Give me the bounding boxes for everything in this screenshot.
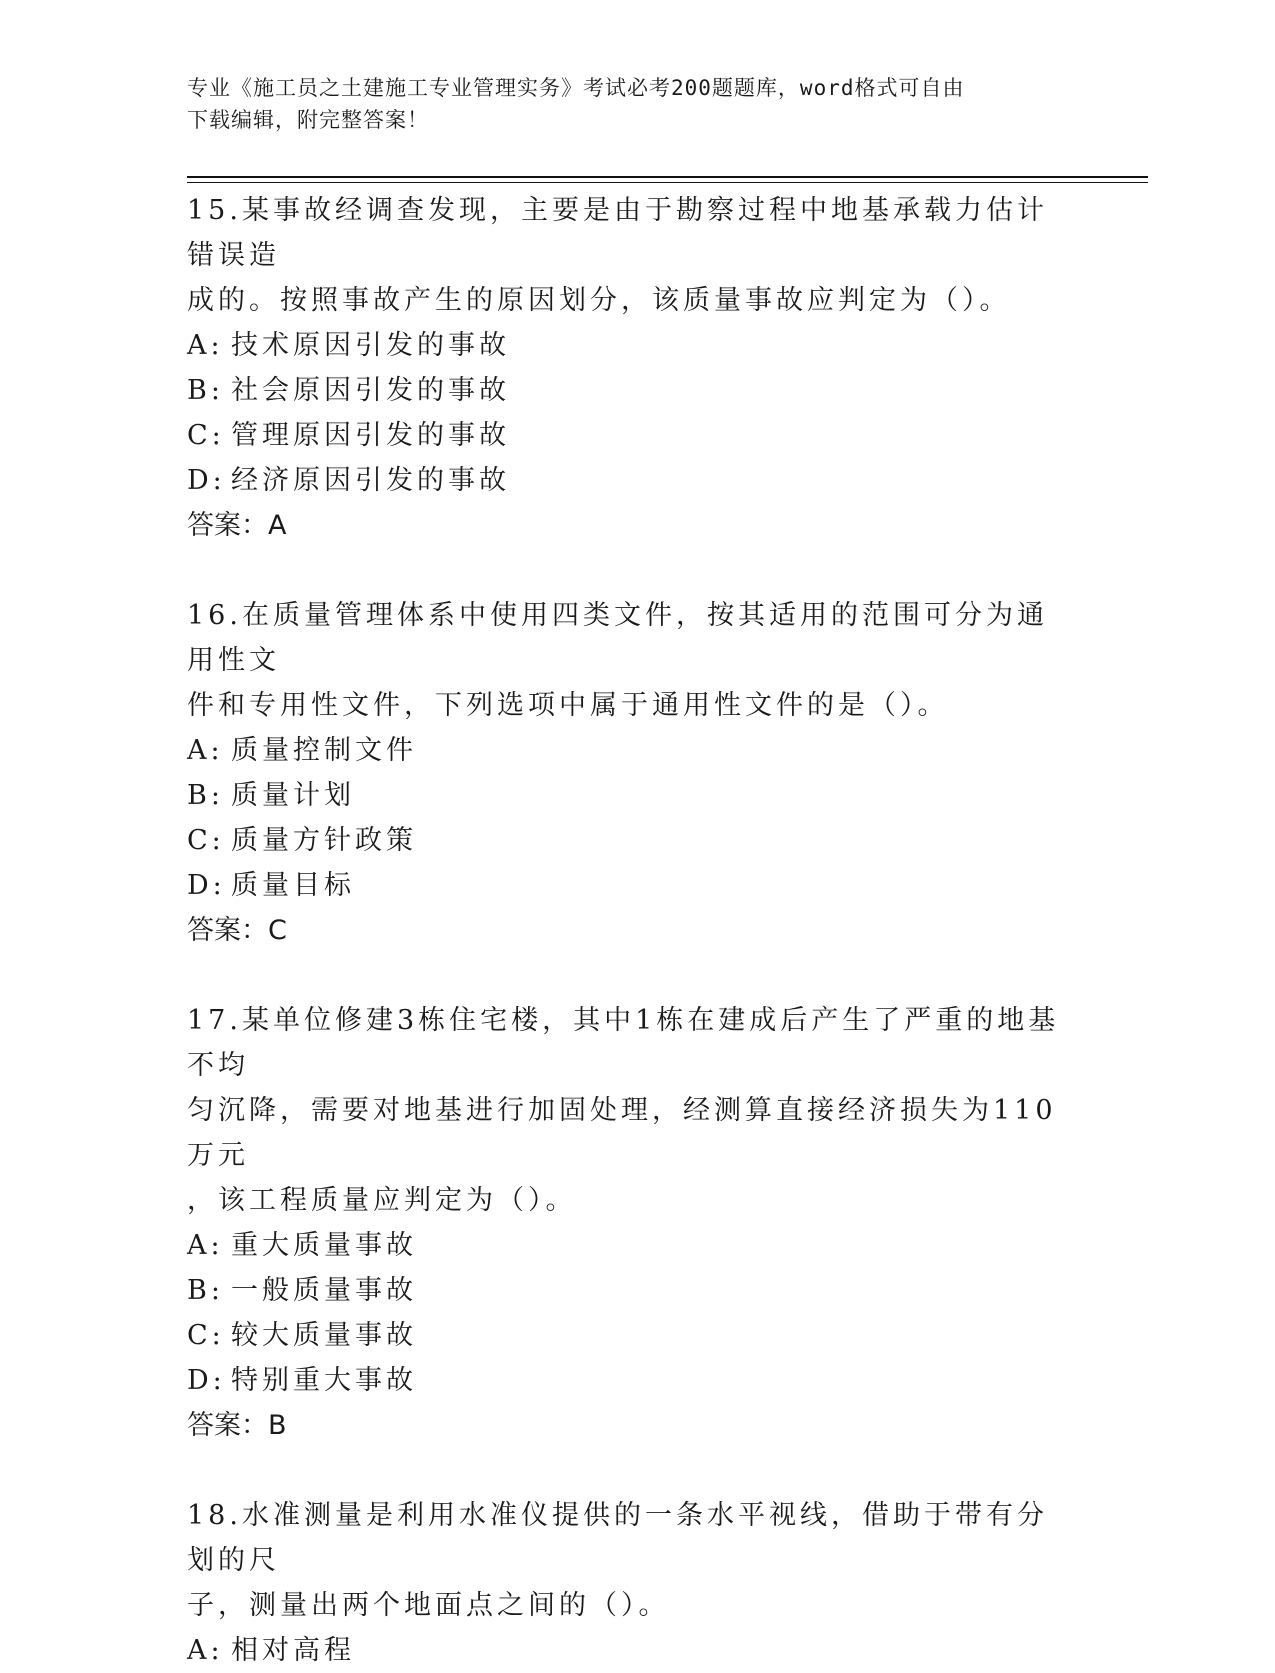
option-text: 相对高程 [231,1635,355,1666]
question-text-line: 成的。按照事故产生的原因划分，该质量事故应判定为（）。 [187,285,1011,316]
option-b [187,773,1067,818]
question-18 [187,1493,1067,1673]
option-a [187,1628,1067,1673]
header-line-1: 专业《施工员之土建施工专业管理实务》考试必考200题题库，word格式可自由 [187,76,965,100]
header-divider-thick [187,176,1148,178]
option-d [187,458,1067,503]
option-text: 技术原因引发的事故 [231,330,510,361]
option-c [187,1313,1067,1358]
question-17 [187,998,1067,1448]
option-key: B: [187,1275,224,1306]
question-text-line: 件和专用性文件，下列选项中属于通用性文件的是（）。 [187,690,949,721]
question-text-line: 子，测量出两个地面点之间的（）。 [187,1590,670,1621]
option-text: 经济原因引发的事故 [231,465,510,496]
option-text: 管理原因引发的事故 [231,420,510,451]
question-text-line: ，该工程质量应判定为（）。 [187,1185,577,1216]
question-spacer [187,548,1067,593]
question-text-line: 18.水准测量是利用水准仪提供的一条水平视线，借助于带有分划的尺 [187,1500,1048,1576]
option-a [187,323,1067,368]
option-d [187,1358,1067,1403]
question-text-line: 16.在质量管理体系中使用四类文件，按其适用的范围可分为通用性文 [187,600,1048,676]
option-b [187,368,1067,413]
option-text: 一般质量事故 [231,1275,417,1306]
document-header [187,72,1067,136]
option-d [187,863,1067,908]
option-key: B: [187,780,224,811]
question-text-line: 17.某单位修建3栋住宅楼，其中1栋在建成后产生了严重的地基不均 [187,1005,1060,1081]
option-text: 较大质量事故 [231,1320,417,1351]
header-line-2: 下载编辑，附完整答案！ [187,108,429,132]
option-c [187,413,1067,458]
option-key: D: [187,1365,226,1396]
option-key: A: [187,1635,224,1666]
option-a [187,728,1067,773]
option-text: 质量计划 [231,780,355,811]
answer-label: 答案：A [187,510,287,541]
question-15 [187,188,1067,548]
option-key: C: [187,420,225,451]
header-divider-thin [187,182,1148,183]
question-list [187,188,1067,1673]
option-text: 社会原因引发的事故 [231,375,510,406]
question-spacer [187,953,1067,998]
option-key: B: [187,375,224,406]
option-key: C: [187,825,225,856]
option-text: 质量方针政策 [231,825,417,856]
question-text-line: 匀沉降，需要对地基进行加固处理，经测算直接经济损失为110万元 [187,1095,1057,1171]
option-text: 特别重大事故 [231,1365,417,1396]
question-16 [187,593,1067,953]
option-key: D: [187,465,226,496]
option-text: 重大质量事故 [231,1230,417,1261]
option-c [187,818,1067,863]
question-text-line: 15.某事故经调查发现，主要是由于勘察过程中地基承载力估计错误造 [187,195,1048,271]
question-spacer [187,1448,1067,1493]
option-b [187,1268,1067,1313]
option-key: A: [187,735,224,766]
answer-label: 答案：B [187,1410,287,1441]
option-text: 质量控制文件 [231,735,417,766]
answer-label: 答案：C [187,915,287,946]
option-text: 质量目标 [231,870,355,901]
option-key: D: [187,870,226,901]
option-key: A: [187,330,224,361]
option-a [187,1223,1067,1268]
option-key: A: [187,1230,224,1261]
option-key: C: [187,1320,225,1351]
